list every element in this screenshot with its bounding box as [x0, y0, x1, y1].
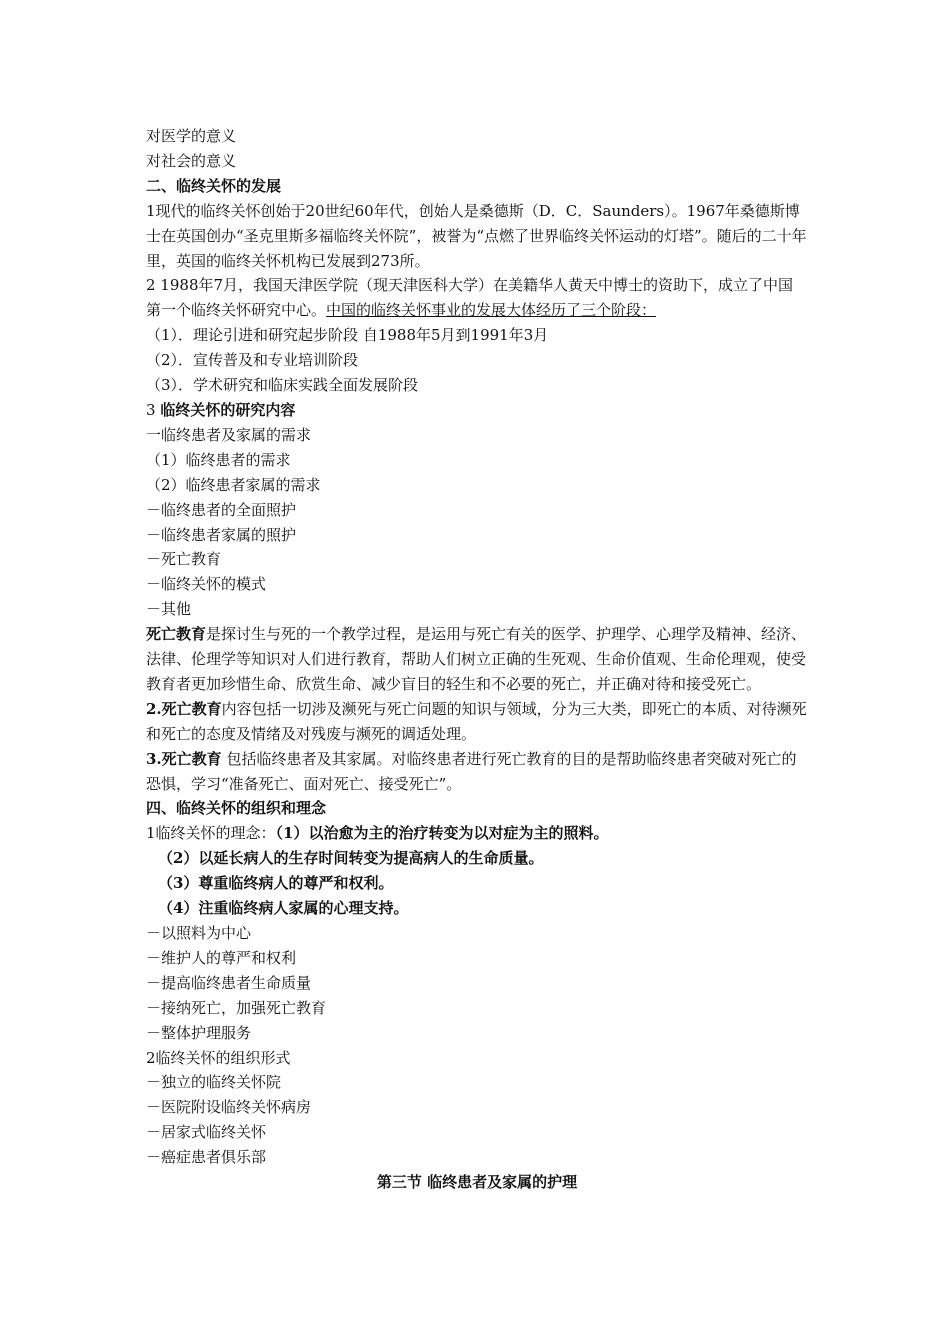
organization-forms-title: 2临终关怀的组织形式 [146, 1048, 291, 1067]
text-china-1988: 2 1988年7月，我国天津医学院（现天津医科大学）在美籍华人黄天中博士的资助下，成立了中国第一个临终关怀研究中心。 [146, 276, 794, 320]
philosophy-item: （3）尊重临终病人的尊严和权利。 [158, 874, 394, 893]
organization-form-item: －独立的临终关怀院 [146, 1073, 282, 1092]
section-title: 第三节 临终患者及家属的护理 [376, 1173, 578, 1192]
philosophy-item: （4）注重临终病人家属的心理支持。 [158, 899, 409, 918]
heading-text: 临终关怀的研究内容 [160, 400, 296, 419]
text-target: 包括临终患者及其家属。对临终患者进行死亡教育的目的是帮助临终患者突破对死亡的恐惧，学习“准备死亡、面对死亡、接受死亡”。 [146, 749, 797, 793]
organization-form-item: －癌症患者俱乐部 [146, 1148, 267, 1167]
philosophy-line [146, 821, 808, 846]
heading-research-content [146, 398, 808, 423]
research-item: －其他 [146, 600, 192, 619]
principle-item: －以照料为中心 [146, 924, 252, 942]
stage-3: （3）．学术研究和临床实践全面发展阶段 [146, 376, 419, 395]
research-item: －临终关怀的模式 [146, 575, 267, 594]
organization-form-item: －居家式临终关怀 [146, 1123, 267, 1142]
research-item: －临终患者家属的照护 [146, 525, 297, 544]
stage-2: （2）．宣传普及和专业培训阶段 [146, 351, 359, 370]
research-item: （1）临终患者的需求 [146, 450, 291, 469]
paragraph-death-education-1 [146, 622, 808, 697]
paragraph-death-education-3 [146, 747, 808, 797]
principle-item: －整体护理服务 [146, 1023, 252, 1042]
text-definition: 是探讨生与死的一个教学过程，是运用与死亡有关的医学、护理学、心理学及精神、经济、法律、伦理学等知识对人们进行教育，帮助人们树立正确的生死观、生命价值观、生命伦理观，使受教育者更加珍惜生命、欣赏生命、减少盲目的轻生和不必要的死亡，并正确对待和接受死亡。 [146, 625, 807, 693]
research-item: （2）临终患者家属的需求 [146, 475, 321, 494]
philosophy-item: （1）以治愈为主的治疗转变为以对症为主的照料。 [275, 824, 609, 843]
term-death-education: 2.死亡教育 [146, 699, 222, 718]
paragraph-modern-hospice: 1现代的临终关怀创始于20世纪60年代，创始人是桑德斯（D．C．Saunders）。1967年桑德斯博士在英国创办“圣克里斯多福临终关怀院”，被誉为“点燃了世界临终关怀运动的灯塔”。随后的二十年里，英国的临终关怀机构已发展到273所。 [146, 201, 807, 270]
heading-development: 二、临终关怀的发展 [146, 176, 282, 195]
philosophy-label: 1临终关怀的理念： [146, 824, 276, 843]
document-page [146, 124, 808, 1195]
principle-item: －接纳死亡，加强死亡教育 [146, 998, 327, 1017]
research-item: －死亡教育 [146, 550, 222, 569]
principle-item: －提高临终患者生命质量 [146, 973, 312, 992]
research-item: －临终患者的全面照护 [146, 500, 297, 519]
line-medical-significance: 对医学的意义 [146, 127, 237, 145]
term-death-education: 死亡教育 [146, 625, 207, 644]
research-item: 一临终患者及家属的需求 [146, 425, 312, 444]
term-death-education: 3.死亡教育 [146, 749, 222, 768]
organization-form-item: －医院附设临终关怀病房 [146, 1098, 312, 1117]
line-social-significance: 对社会的意义 [146, 151, 237, 170]
paragraph-china-hospice [146, 273, 808, 323]
paragraph-death-education-2 [146, 697, 808, 747]
text-content: 内容包括一切涉及濒死与死亡问题的知识与领域，分为三大类，即死亡的本质、对待濒死和死亡的态度及情绪及对残废与濒死的调适处理。 [146, 699, 807, 743]
principle-item: －维护人的尊严和权利 [146, 948, 297, 967]
philosophy-item: （2）以延长病人的生存时间转变为提高病人的生命质量。 [158, 849, 544, 868]
heading-organization-philosophy: 四、临终关怀的组织和理念 [146, 799, 327, 818]
heading-number: 3 [146, 400, 156, 419]
stage-1: （1）．理论引进和研究起步阶段 自1988年5月到1991年3月 [146, 326, 549, 345]
text-three-stages: 中国的临终关怀事业的发展大体经历了三个阶段： [326, 301, 657, 320]
